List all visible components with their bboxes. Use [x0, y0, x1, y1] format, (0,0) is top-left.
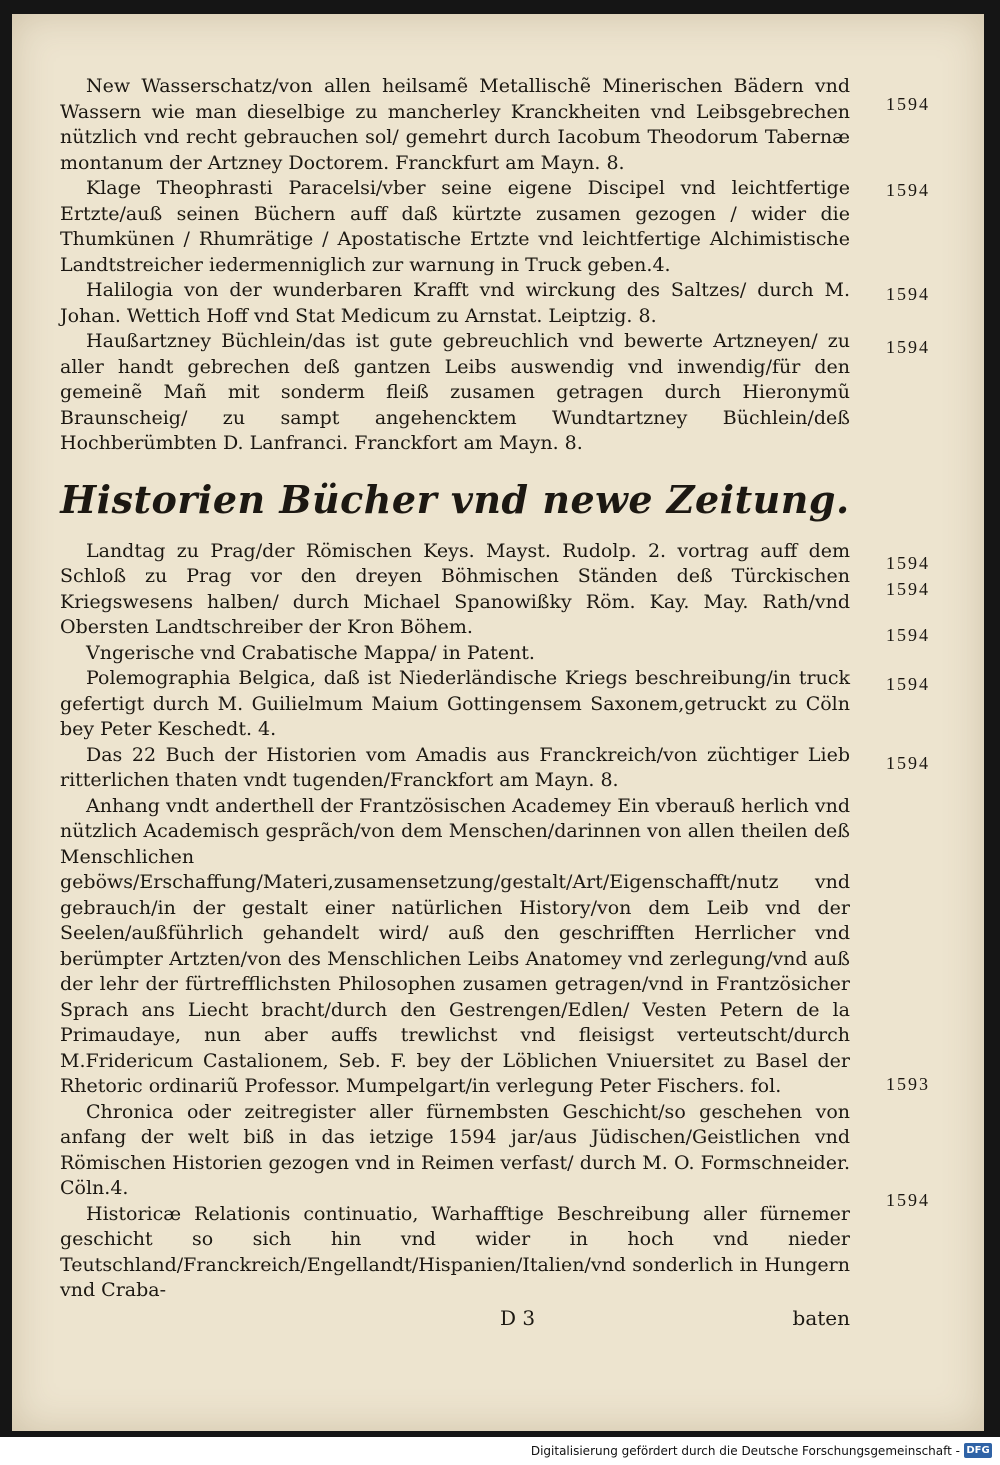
year-label: 1594	[886, 578, 930, 599]
entry-text: Anhang vndt anderthell der Frantzösischen Academey Ein vberauß herlich vnd nützlich Academisch gesprãch/von dem Menschen/darinnen von allen theilen deß Menschlichen geböws/Erschaffung/Materi,zusamensetzung/gestalt/Art/Eigenschafft/nutz vnd gebrauch/in der gestalt einer natürlichen History/von dem Leib vnd der Seelen/außführlich gehandelt wird/ auß den geschrifften Herrlicher vnd berümpter Artzten/von des Menschlichen Leibs Anatomey vnd zerlegung/vnd auß der lehr der fürtrefflichsten Philosophen zusamen getragen/vnd in Frantzösicher Sprach ans Liecht bracht/durch den Gestrengen/Edlen/ Vesten Petern de la Primaudaye, nun aber auffs trewlichst vnd fleisigst verteutscht/durch M.Fridericum Castalionem, Seb. F. bey der Löblichen Vniuersitet zu Basel der Rhetoric ordinariũ Professor. Mumpelgart/in verlegung Peter Fischers. fol.	[60, 794, 850, 1097]
year-label: 1594	[886, 180, 930, 200]
list-item	[60, 539, 930, 641]
page-content	[60, 74, 930, 1374]
list-item	[60, 743, 930, 794]
funding-bar	[0, 1437, 1000, 1465]
entry-text: Landtag zu Prag/der Römischen Keys. Mayst. Rudolp. 2. vortrag auff dem Schloß zu Prag vor den dreyen Böhmischen Ständen deß Türckischen Kriegswesens halben/ durch Michael Spanowißky Röm. Kay. May. Rath/vnd Obersten Landtschreiber der Kron Böhem.	[60, 539, 850, 638]
list-item	[60, 74, 930, 176]
entry-text: Das 22 Buch der Historien vom Amadis aus Franckreich/von züchtiger Lieb ritterlichen thaten vndt tugenden/Franckfort am Mayn. 8.	[60, 743, 850, 791]
funding-text: Digitalisierung gefördert durch die Deutsche Forschungsgemeinschaft -	[530, 1444, 960, 1458]
year-label: 1594	[886, 752, 930, 773]
list-item	[60, 278, 930, 329]
year-label: 1594	[886, 674, 930, 694]
year-label: 1594	[886, 1190, 930, 1210]
year-label: 1594	[886, 552, 930, 573]
list-item	[60, 1202, 850, 1304]
entries-top	[60, 74, 930, 457]
catchword: baten	[792, 1305, 850, 1330]
entry-text: Halilogia von der wunderbaren Krafft vnd wirckung des Saltzes/ durch M. Johan. Wettich Hoff vnd Stat Medicum zu Arnstat. Leiptzig. 8.	[60, 279, 850, 327]
entry-text: Haußartzney Büchlein/das ist gute gebreuchlich vnd bewerte Artzneyen/ zu aller handt gebrechen deß gantzen Leibs auswendig vnd inwendig/für den gemeinẽ Mañ mit sonderm fleiß zusamen getragen durch Hieronymũ Braunscheig/ zu sampt angehencktem Wundtartzney Büchlein/deß Hochberümbten D. Lanfranci. Franckfort am Mayn. 8.	[60, 330, 850, 454]
dfg-logo[interactable]: DFG	[964, 1443, 992, 1458]
entry-text: Historicæ Relationis continuatio, Warhafftige Beschreibung aller fürnemer geschicht so sich hin vnd wider in hoch vnd nieder Teutschland/Franckreich/Engellandt/Hispanien/Italien/vnd sonderlich in Hungern vnd Craba-	[60, 1202, 850, 1301]
list-item	[60, 666, 930, 743]
entry-text: Vngerische vnd Crabatische Mappa/ in Patent.	[86, 641, 535, 664]
list-item	[60, 176, 930, 278]
list-item	[60, 1100, 930, 1210]
section-heading: Historien Bücher vnd newe Zeitung.	[60, 476, 850, 522]
year-label: 1594	[886, 337, 930, 357]
list-item	[60, 624, 930, 667]
signature-mark: D 3	[500, 1305, 536, 1330]
year-label: 1594	[886, 94, 930, 114]
entries-bottom	[60, 539, 930, 1304]
entry-text: Chronica oder zeitregister aller fürnembsten Geschicht/so geschehen von anfang der welt biß in das ietzige 1594 jar/aus Jüdischen/Geistlichen vnd Römischen Historien gezogen vnd in Reimen verfast/ durch M. O. Formschneider. Cöln.4.	[60, 1100, 850, 1199]
list-item	[60, 329, 930, 457]
entry-text: New Wasserschatz/von allen heilsamẽ Metallischẽ Minerischen Bädern vnd Wassern wie man dieselbige zu mancherley Kranckheiten vnd Leibsgebrechen nützlich vnd recht gebrauchen sol/ gemehrt durch Iacobum Theodorum Tabernæ montanum der Artzney Doctorem. Franckfurt am Mayn. 8.	[60, 75, 850, 174]
list-item	[60, 794, 930, 1100]
entry-text: Klage Theophrasti Paracelsi/vber seine eigene Discipel vnd leichtfertige Ertzte/auß seinen Büchern auff daß kürtzte zusamen gezogen / wider die Thumkünen / Rhumrätige / Apostatische Ertzte vnd leichtfertige Alchimistische Landtstreicher iedermenniglich zur warnung in Truck geben.4.	[60, 177, 850, 276]
book-page	[12, 14, 984, 1431]
year-label: 1594	[886, 624, 930, 645]
entry-text: Polemographia Belgica, daß ist Niederländische Kriegs beschreibung/in truck gefertigt durch M. Guilielmum Maium Gottingensem Saxonem,getruckt zu Cöln bey Peter Keschedt. 4.	[60, 667, 850, 740]
year-label: 1594	[886, 284, 930, 304]
year-label: 1593	[886, 1074, 930, 1094]
page-footer-line	[60, 1306, 850, 1334]
